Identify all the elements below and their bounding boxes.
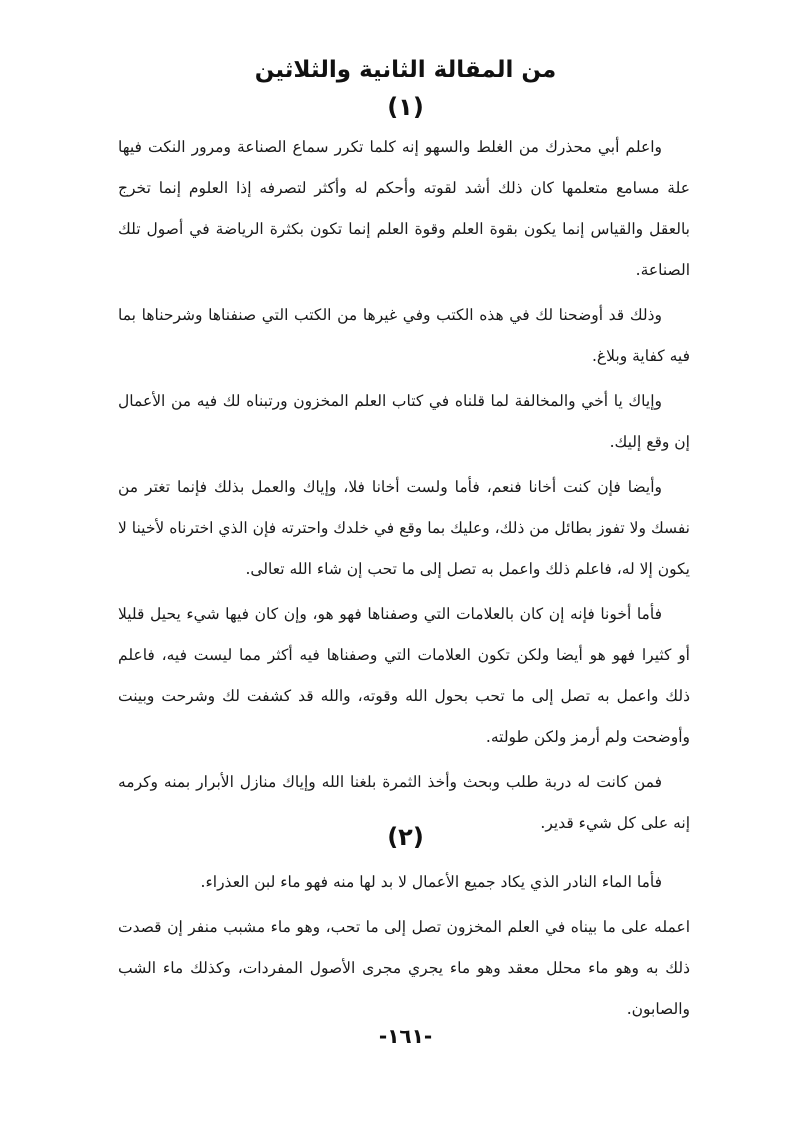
section-2-text [118, 862, 690, 1034]
paragraph: فمن كانت له دربة طلب وبحث وأخذ الثمرة بلغنا الله وإياك منازل الأبرار بمنه وكرمه إنه على كل شيء قدير. [118, 773, 690, 832]
section-number-2: (٢) [387, 823, 424, 851]
page-number: -١٦١- [378, 1024, 433, 1048]
paragraph: فأما أخونا فإنه إن كان بالعلامات التي وصفناها فهو هو، وإن كان فيها شيء يحيل قليلا أو كثيرا فهو هو أيضا ولكن تكون العلامات التي وصفناها فيه أكثر مما ليست فيه، فاعلم ذلك واعمل به تصل إلى ما تحب بحول الله وقوته، والله قد كشفت لك وشرحت وبينت وأوضحت ولم أرمز ولكن طولته. [118, 605, 690, 746]
paragraph: اعمله على ما بيناه في العلم المخزون تصل إلى ما تحب، وهو ماء مشبب منفر إن قصدت ذلك به وهو ماء محلل معقد وهو ماء يجري مجرى الأصول المفردات، وكذلك ماء الشب والصابون. [118, 918, 690, 1018]
paragraph: واعلم أبي محذرك من الغلط والسهو إنه كلما تكرر سماع الصناعة ومرور النكت فيها علة مسامع متعلمها كان ذلك أشد لقوته وأحكم له وأكثر لتصرفه إذا العلوم إنما تخرج بالعقل والقياس إنما يكون بقوة العلم وقوة العلم إنما تكون بكثرة الرياضة في أصول تلك الصناعة. [118, 138, 690, 279]
paragraph: وذلك قد أوضحنا لك في هذه الكتب وفي غيرها من الكتب التي صنفناها وشرحناها بما فيه كفاية وبلاغ. [118, 306, 690, 365]
paragraph: فأما الماء النادر الذي يكاد جميع الأعمال لا بد لها منه فهو ماء لبن العذراء. [200, 873, 662, 891]
paragraph: وأيضا فإن كنت أخانا فنعم، فأما ولست أخانا فلا، وإياك والعمل بذلك فإنما تغتر من نفسك ولا تفوز بطائل من ذلك، وعليك بما وقع في خلدك واحترته فإن الذي اخترناه لأخينا لا يكون إلا له، فاعلم ذلك واعمل به تصل إلى ما تحب إن شاء الله تعالى. [118, 478, 690, 578]
paragraph: وإياك يا أخي والمخالفة لما قلناه في كتاب العلم المخزون ورتبناه لك فيه من الأعمال إن وقع إليك. [118, 392, 690, 451]
section-1-text [118, 127, 690, 848]
section-number-1: (١) [387, 93, 424, 121]
chapter-heading: من المقالة الثانية والثلاثين [254, 57, 557, 83]
